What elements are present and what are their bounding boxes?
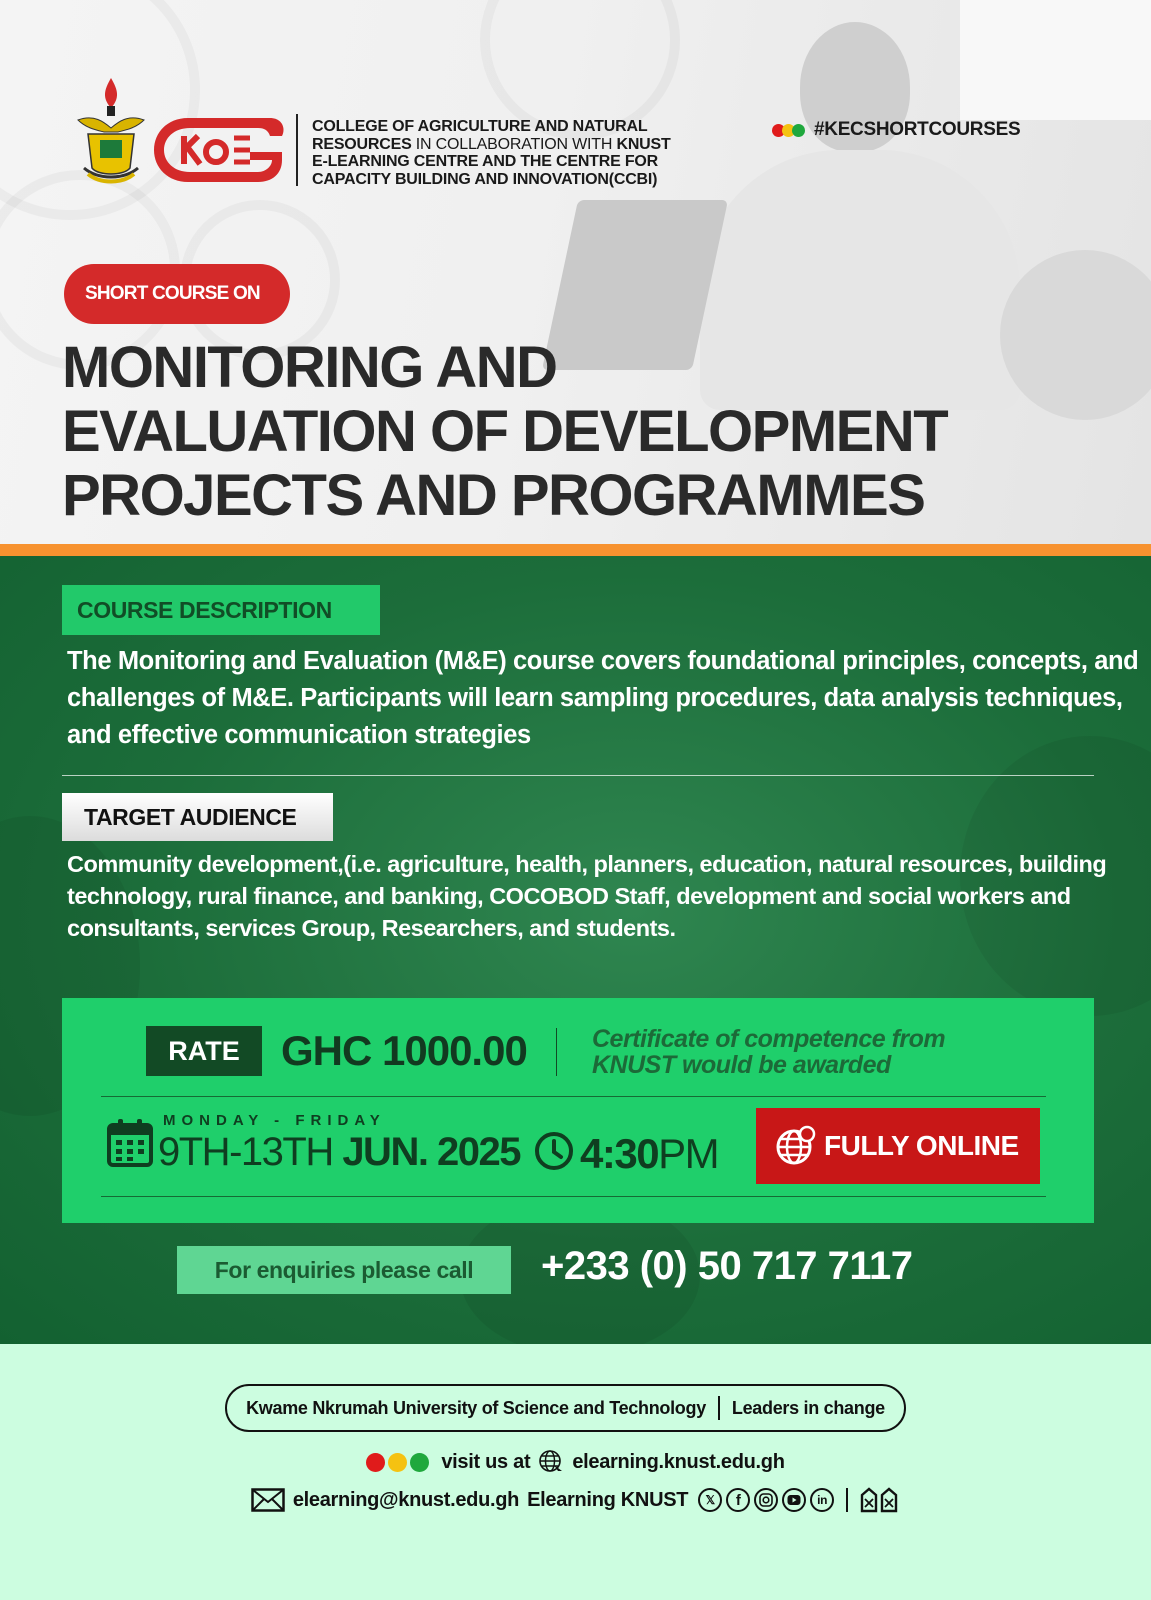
web-globe-icon (538, 1449, 564, 1475)
facebook-icon[interactable]: f (726, 1488, 750, 1512)
yellow-dot-icon (388, 1453, 407, 1472)
social-handle: Elearning KNUST (527, 1488, 689, 1511)
building-logo-icon (860, 1487, 900, 1513)
course-price: GHC 1000.00 (281, 1027, 527, 1074)
course-time: 4:30PM (580, 1130, 719, 1177)
mail-icon (251, 1488, 285, 1512)
x-icon[interactable]: 𝕏 (698, 1488, 722, 1512)
university-banner (225, 1384, 906, 1432)
globe-icon (774, 1125, 816, 1167)
email-link[interactable]: elearning@knust.edu.gh (292, 1488, 520, 1511)
course-days: MONDAY - FRIDAY (163, 1112, 386, 1129)
college-collaboration-text: COLLEGE OF AGRICULTURE AND NATURAL RESOURCES IN COLLABORATION WITH KNUST E-LEARNING CENTRE AND THE CENTRE FOR CAPACITY BUILDING AND INNOVATION(CCBI) (312, 118, 671, 188)
linkedin-icon[interactable]: in (810, 1488, 834, 1512)
green-dot-icon (410, 1453, 429, 1472)
contact-line (0, 1484, 1151, 1516)
short-course-badge: SHORT COURSE ON (64, 264, 290, 324)
enquiry-label: For enquiries please call (177, 1246, 511, 1294)
section-divider (62, 775, 1094, 776)
university-slogan: Leaders in change (731, 1397, 885, 1418)
info-divider-bottom (101, 1196, 1046, 1197)
course-title-line: MONITORING AND (62, 335, 557, 400)
rate-divider (556, 1028, 557, 1076)
calendar-icon (106, 1118, 154, 1168)
background-window (960, 0, 1151, 120)
certificate-note: Certificate of competence from KNUST would be awarded (592, 1025, 946, 1079)
instagram-icon[interactable] (754, 1488, 778, 1512)
university-divider (718, 1396, 720, 1420)
social-divider (846, 1488, 848, 1512)
course-dates: 9TH-13TH JUN. 2025 (158, 1130, 521, 1174)
course-description-text: The Monitoring and Evaluation (M&E) course covers foundational principles, concepts, and challenges of M&E. Participants will learn sampling procedures, data analysis techniques, and effective communication strategies (67, 647, 1139, 749)
info-divider-top (101, 1096, 1046, 1097)
clock-icon (534, 1131, 574, 1171)
red-dot-icon (366, 1453, 385, 1472)
course-title-line: EVALUATION OF DEVELOPMENT (62, 399, 948, 464)
hashtag-text: #KECSHORTCOURSES (814, 119, 1021, 140)
orange-divider-bar (0, 544, 1151, 556)
course-title-line: PROJECTS AND PROGRAMMES (62, 463, 925, 528)
fully-online-badge (756, 1108, 1040, 1184)
course-description-heading: COURSE DESCRIPTION (62, 585, 380, 635)
rate-label: RATE (146, 1026, 262, 1076)
youtube-icon[interactable] (782, 1488, 806, 1512)
university-name: Kwame Nkrumah University of Science and Technology (246, 1397, 706, 1418)
header-divider (296, 114, 298, 186)
course-title (62, 336, 1122, 528)
target-audience-heading: TARGET AUDIENCE (62, 793, 333, 841)
hashtag (772, 118, 1020, 142)
ghana-dots-icon (772, 124, 802, 137)
website-link[interactable]: elearning.knust.edu.gh (572, 1450, 785, 1473)
enquiry-phone[interactable]: +233 (0) 50 717 7117 (541, 1244, 913, 1288)
keg-logo-icon (150, 114, 290, 186)
visit-label: visit us at (441, 1450, 531, 1473)
knust-crest-icon (74, 76, 148, 186)
visit-line (0, 1446, 1151, 1478)
fully-online-text: FULLY ONLINE (824, 1130, 1019, 1161)
target-audience-text: Community development,(i.e. agriculture, health, planners, education, natural resources, building technology, rural finance, and banking, COCOBOD Staff, development and social workers and consultants, services Group, Researchers, and students. (67, 851, 1107, 941)
